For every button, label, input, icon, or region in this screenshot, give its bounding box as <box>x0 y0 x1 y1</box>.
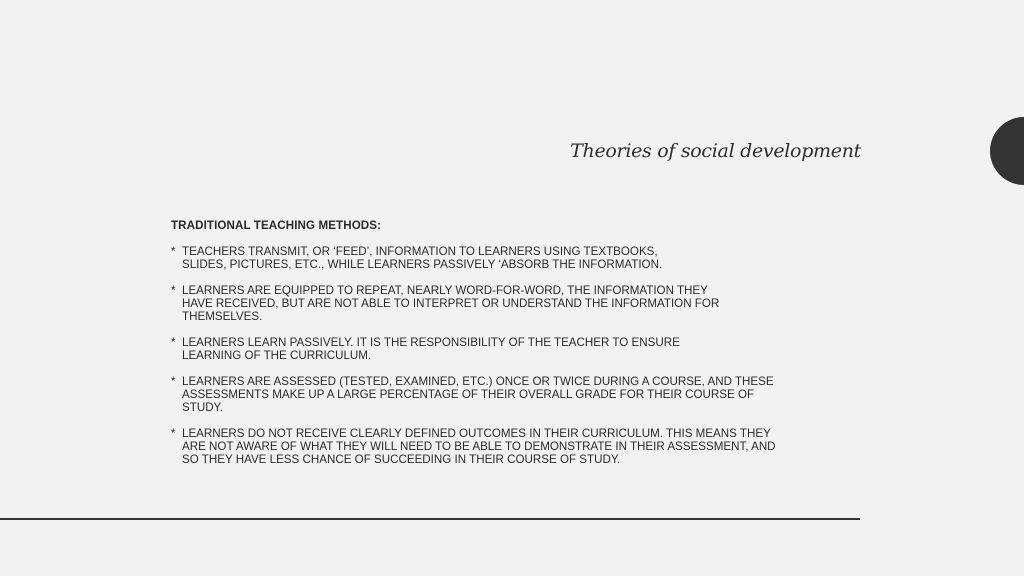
bullet-marker: * <box>171 375 176 388</box>
bullet-line: LEARNERS ARE EQUIPPED TO REPEAT, NEARLY WORD-FOR-WORD, THE INFORMATION THEY <box>182 284 708 297</box>
bullet-item-3 <box>171 336 861 362</box>
slide-title: Theories of social development <box>570 140 861 162</box>
bullet-line: SLIDES, PICTURES, ETC., WHILE LEARNERS PASSIVELY ‘ABSORB THE INFORMATION. <box>182 258 663 271</box>
bullet-line: LEARNERS DO NOT RECEIVE CLEARLY DEFINED OUTCOMES IN THEIR CURRICULUM. THIS MEANS THEY <box>182 427 771 440</box>
bullet-item-4 <box>171 375 861 414</box>
bullet-line: THEMSELVES. <box>182 310 263 323</box>
section-heading: TRADITIONAL TEACHING METHODS: <box>171 219 382 232</box>
bullet-item-2 <box>171 284 861 323</box>
bullet-marker: * <box>171 427 176 440</box>
bullet-line: TEACHERS TRANSMIT, OR ‘FEED’, INFORMATION TO LEARNERS USING TEXTBOOKS, <box>182 245 658 258</box>
bullet-line: STUDY. <box>182 401 224 414</box>
bullet-line: LEARNERS LEARN PASSIVELY. IT IS THE RESPONSIBILITY OF THE TEACHER TO ENSURE <box>182 336 680 349</box>
bullet-marker: * <box>171 245 176 258</box>
slide-content <box>171 219 861 479</box>
bullet-line: ARE NOT AWARE OF WHAT THEY WILL NEED TO BE ABLE TO DEMONSTRATE IN THEIR ASSESSMENT, AND <box>182 440 776 453</box>
bullet-line: ASSESSMENTS MAKE UP A LARGE PERCENTAGE OF THEIR OVERALL GRADE FOR THEIR COURSE OF <box>182 388 755 401</box>
bullet-line: SO THEY HAVE LESS CHANCE OF SUCCEEDING IN THEIR COURSE OF STUDY. <box>182 453 621 466</box>
bullet-item-1 <box>171 245 861 271</box>
bullet-line: LEARNING OF THE CURRICULUM. <box>182 349 372 362</box>
bottom-divider <box>0 518 860 520</box>
bullet-marker: * <box>171 284 176 297</box>
decorative-circle <box>990 117 1024 185</box>
bullet-line: HAVE RECEIVED, BUT ARE NOT ABLE TO INTERPRET OR UNDERSTAND THE INFORMATION FOR <box>182 297 720 310</box>
bullet-item-5 <box>171 427 861 466</box>
bullet-marker: * <box>171 336 176 349</box>
bullet-line: LEARNERS ARE ASSESSED (TESTED, EXAMINED, ETC.) ONCE OR TWICE DURING A COURSE, AND THESE <box>182 375 774 388</box>
